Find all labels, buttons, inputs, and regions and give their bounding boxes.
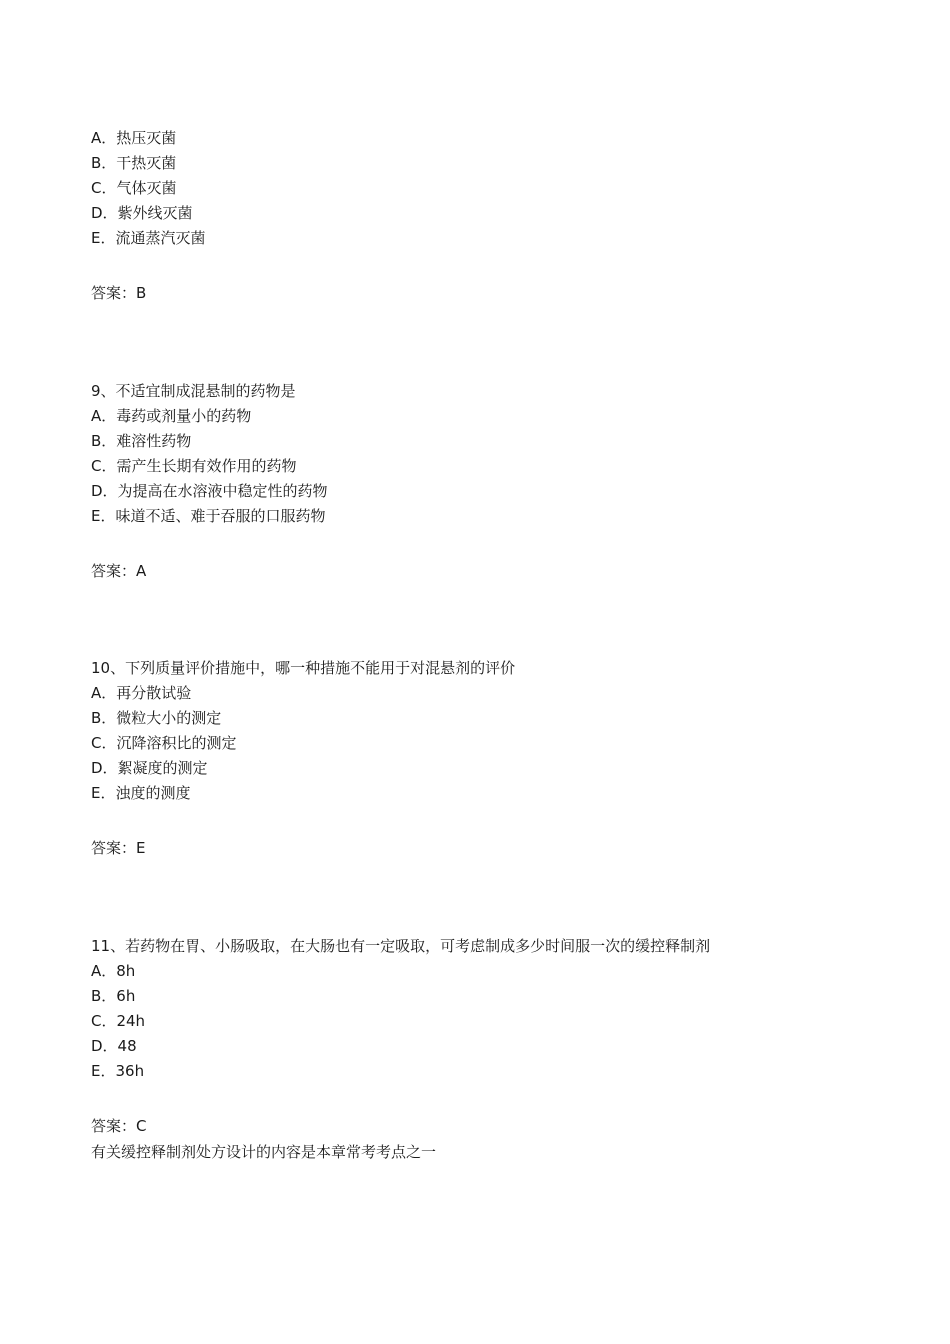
option-b: B．微粒大小的测定 (91, 709, 222, 727)
option-c: C．沉降溶积比的测定 (91, 734, 237, 752)
answer: 答案：A (91, 562, 147, 580)
option-a: A．毒药或剂量小的药物 (91, 407, 252, 425)
option-c: C．24h (91, 1012, 146, 1030)
option-a: A．热压灭菌 (91, 129, 177, 147)
option-b: B．难溶性药物 (91, 432, 192, 450)
question-text: 10、下列质量评价措施中，哪一种措施不能用于对混悬剂的评价 (91, 659, 516, 677)
answer: 答案：B (91, 284, 147, 302)
option-c: C．气体灭菌 (91, 179, 177, 197)
option-b: B．干热灭菌 (91, 154, 177, 172)
option-d: D．紫外线灭菌 (91, 204, 193, 222)
option-d: D．48 (91, 1037, 137, 1055)
option-e: E．36h (91, 1062, 145, 1080)
question-text: 11、若药物在胃、小肠吸取，在大肠也有一定吸取，可考虑制成多少时间服一次的缓控释制剂 (91, 937, 711, 955)
explanation-note: 有关缓控释制剂处方设计的内容是本章常考考点之一 (91, 1143, 437, 1161)
option-d: D．絮凝度的测定 (91, 759, 208, 777)
option-d: D．为提高在水溶液中稳定性的药物 (91, 482, 328, 500)
option-a: A．8h (91, 962, 136, 980)
option-e: E．味道不适、难于吞服的口服药物 (91, 507, 326, 525)
option-c: C．需产生长期有效作用的药物 (91, 457, 297, 475)
question-text: 9、不适宜制成混悬制的药物是 (91, 382, 296, 400)
option-e: E．流通蒸汽灭菌 (91, 229, 206, 247)
answer: 答案：C (91, 1117, 147, 1135)
option-a: A．再分散试验 (91, 684, 192, 702)
option-b: B．6h (91, 987, 136, 1005)
answer: 答案：E (91, 839, 146, 857)
option-e: E．浊度的测度 (91, 784, 191, 802)
